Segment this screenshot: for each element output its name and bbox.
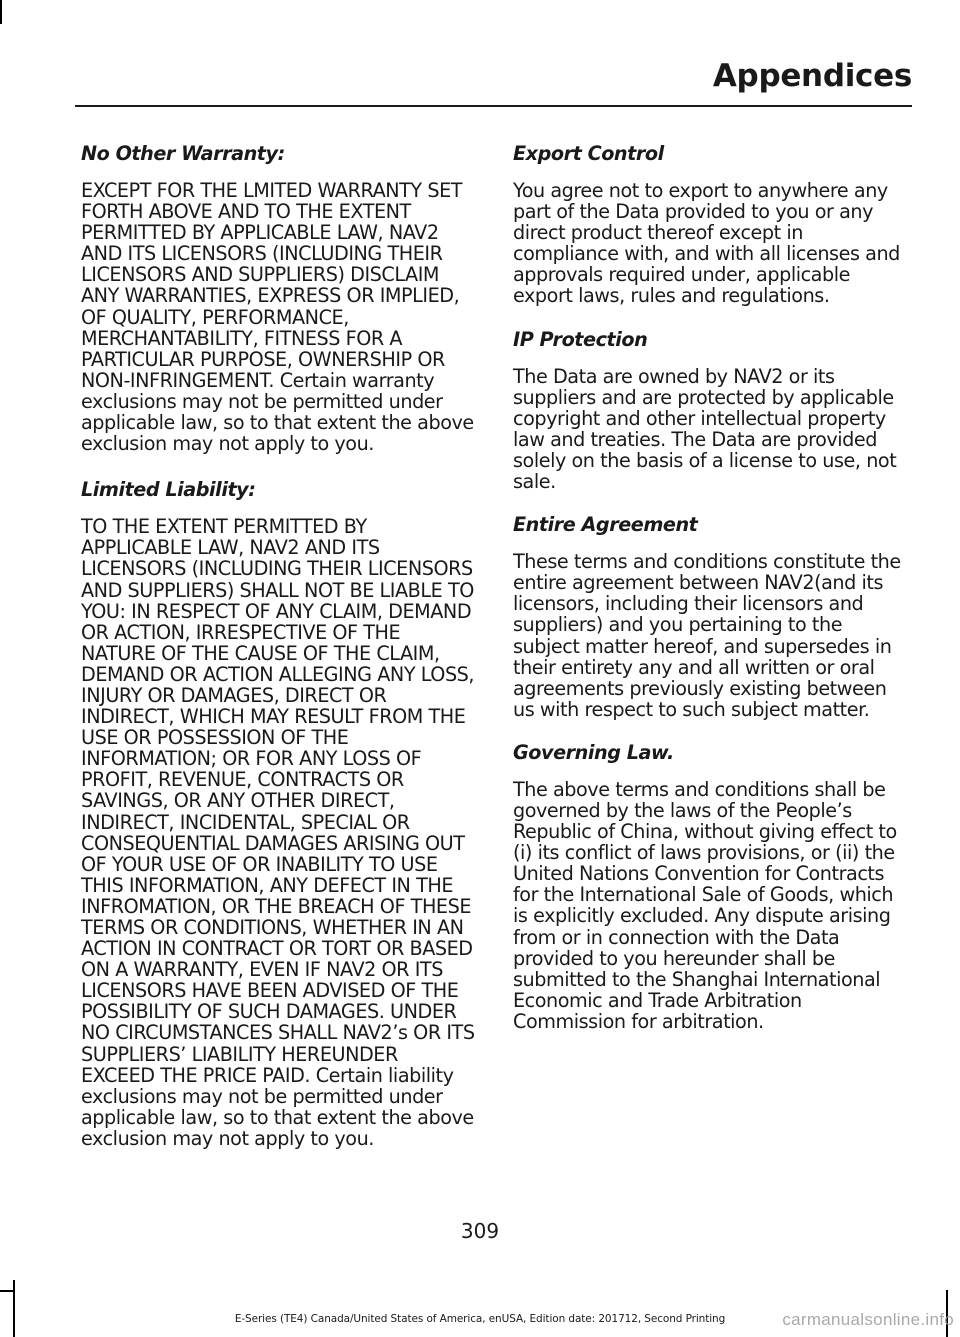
section-heading-limited-liability: Limited Liability:: [81, 478, 256, 502]
header-divider: [75, 105, 912, 107]
crop-mark-bottom-left-stub: [0, 1290, 13, 1292]
left-column: [81, 142, 477, 1173]
footer-edition-info: E-Series (TE4) Canada/United States of America, enUSA, Edition date: 201712, Second Printing: [234, 1313, 726, 1325]
section-body-limited-liability: TO THE EXTENT PERMITTED BY APPLICABLE LAW, NAV2 AND ITS LICENSORS (INCLUDING THEIR LICENSORS AND SUPPLIERS) SHALL NOT BE LIABLE TO YOU: IN RESPECT OF ANY CLAIM, DEMAND OR ACTION, IRRESPECTIVE OF THE NATURE OF THE CAUSE OF THE CLAIM, DEMAND OR ACTION ALLEGING ANY LOSS, INJURY OR DAMAGES, DIRECT OR INDIRECT, WHICH MAY RESULT FROM THE USE OR POSSESSION OF THE INFORMATION; OR FOR ANY LOSS OF PROFIT, REVENUE, CONTRACTS OR SAVINGS, OR ANY OTHER DIRECT, INDIRECT, INCIDENTAL, SPECIAL OR CONSEQUENTIAL DAMAGES ARISING OUT OF YOUR USE OF OR INABILITY TO USE THIS INFORMATION, ANY DEFECT IN THE INFROMATION, OR THE BREACH OF THESE TERMS OR CONDITIONS, WHETHER IN AN ACTION IN CONTRACT OR TORT OR BASED ON A WARRANTY, EVEN IF NAV2 OR ITS LICENSORS HAVE BEEN ADVISED OF THE POSSIBILITY OF SUCH DAMAGES. UNDER NO CIRCUMSTANCES SHALL NAV2’s OR ITS SUPPLIERS’ LIABILITY HEREUNDER EXCEED THE PRICE PAID. Certain liability exclusions may not be permitted under applicable law, so to that extent the above exclusion may not apply to you.: [81, 515, 475, 1150]
section-body-governing-law: The above terms and conditions shall be governed by the laws of the People’s Republic of China, without giving effect to (i) its conflict of laws provisions, or (ii) the United Nations Convention for Contracts for the International Sale of Goods, which is explicitly excluded. Any dispute arising from or in connection with the Data provided to you hereunder shall be submitted to the Shanghai International Economic and Trade Arbitration Commission for arbitration.: [513, 777, 897, 1033]
section-heading-ip-protection: IP Protection: [513, 327, 648, 351]
section-heading-governing-law: Governing Law.: [513, 740, 674, 764]
section-body-ip-protection: The Data are owned by NAV2 or its suppliers and are protected by applicable copyright and other intellectual property law and treaties. The Data are provided solely on the basis of a license to use, not sale.: [513, 364, 897, 494]
section-body-no-other-warranty: EXCEPT FOR THE LMITED WARRANTY SET FORTH ABOVE AND TO THE EXTENT PERMITTED BY APPLICABLE LAW, NAV2 AND ITS LICENSORS (INCLUDING THEIR LICENSORS AND SUPPLIERS) DISCLAIM ANY WARRANTIES, EXPRESS OR IMPLIED, OF QUALITY, PERFORMANCE, MERCHANTABILITY, FITNESS FOR A PARTICULAR PURPOSE, OWNERSHIP OR NON-INFRINGEMENT. Certain warranty exclusions may not be permitted under applicable law, so to that extent the above exclusion may not apply to you.: [81, 179, 474, 456]
section-heading-export-control: Export Control: [513, 142, 664, 165]
crop-mark-bottom-left: [13, 1280, 15, 1337]
right-column: [513, 142, 909, 1053]
crop-mark-top-left: [0, 0, 2, 24]
section-heading-entire-agreement: Entire Agreement: [513, 513, 698, 537]
section-body-entire-agreement: These terms and conditions constitute the entire agreement between NAV2(and its licensors, including their licensors and suppliers) and you pertaining to the subject matter hereof, and supersedes in their entirety any and all written or oral agreements previously existing between us with respect to such subject matter.: [513, 550, 901, 721]
page-number: 309: [460, 1219, 500, 1243]
section-heading-no-other-warranty: No Other Warranty:: [81, 142, 285, 165]
watermark: carmanualsonline.info: [782, 1310, 954, 1329]
section-body-export-control: You agree not to export to anywhere any part of the Data provided to you or any direct product thereof except in compliance with, and with all licenses and approvals required under, applicable export laws, rules and regulations.: [513, 179, 900, 308]
page-title: Appendices: [712, 58, 912, 94]
